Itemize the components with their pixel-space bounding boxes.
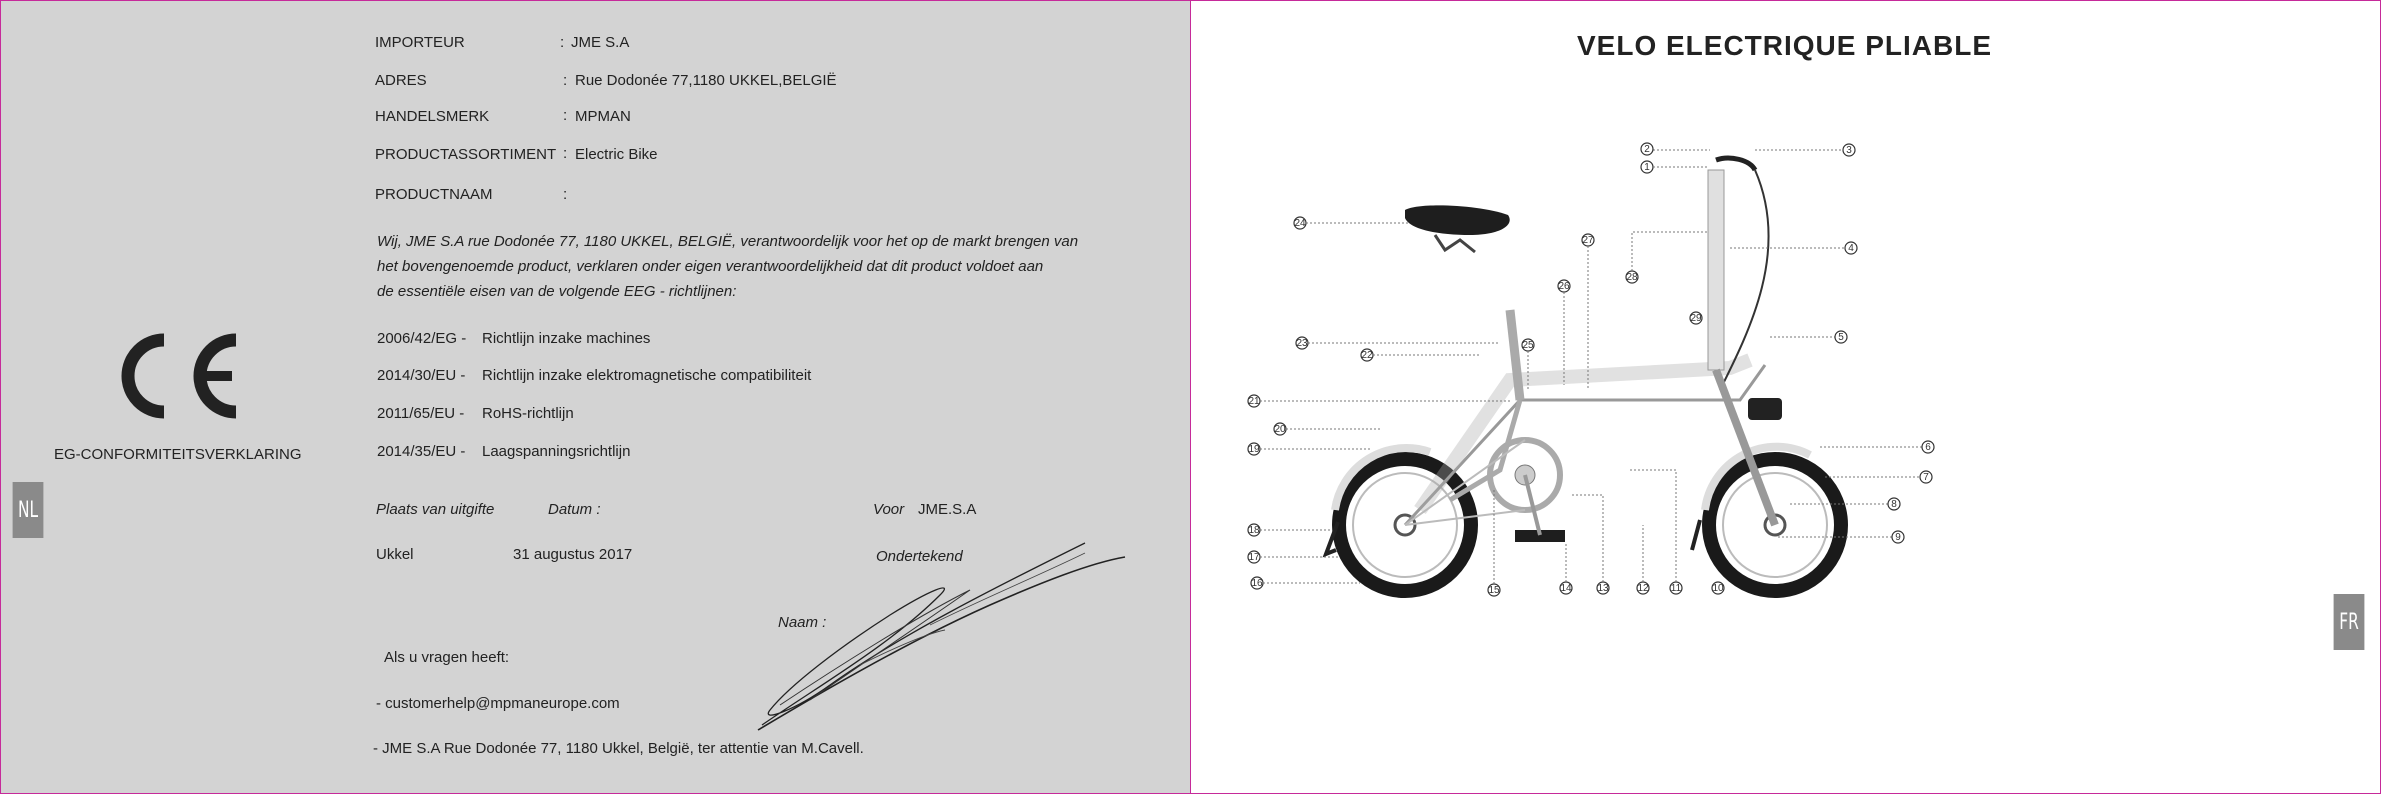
- field-sep: :: [563, 107, 568, 124]
- callout-1: 1: [1644, 162, 1650, 173]
- callout-25: 25: [1522, 340, 1534, 351]
- callout-10: 10: [1712, 583, 1724, 594]
- callout-24: 24: [1294, 218, 1306, 229]
- place-value: Ukkel: [376, 546, 414, 563]
- place-label: Plaats van uitgifte: [376, 501, 495, 518]
- callout-26: 26: [1558, 281, 1570, 292]
- directive-text: Laagspanningsrichtlijn: [482, 443, 631, 460]
- page-title: VELO ELECTRIQUE PLIABLE: [1576, 30, 1993, 61]
- field-value-importeur: JME S.A: [571, 34, 630, 51]
- callout-17: 17: [1248, 552, 1260, 563]
- directive-text: RoHS-richtlijn: [482, 405, 574, 422]
- callout-14: 14: [1560, 583, 1572, 594]
- directive-code: 2014/35/EU -: [377, 443, 466, 460]
- declaration-line: de essentiële eisen van de volgende EEG - richtlijnen:: [377, 283, 737, 300]
- callout-9: 9: [1895, 532, 1901, 543]
- directive-text: Richtlijn inzake elektromagnetische compatibiliteit: [482, 367, 812, 384]
- callout-5: 5: [1838, 332, 1844, 343]
- questions-text: Als u vragen heeft:: [384, 649, 510, 666]
- field-label-productassortiment: PRODUCTASSORTIMENT: [375, 146, 557, 163]
- field-sep: :: [563, 145, 568, 162]
- field-sep: :: [563, 186, 568, 203]
- field-sep: :: [560, 34, 565, 51]
- voor-value: JME.S.A: [918, 501, 977, 518]
- signature-image: [740, 535, 1130, 740]
- callout-15: 15: [1488, 585, 1500, 596]
- directive-text: Richtlijn inzake machines: [482, 330, 651, 347]
- declaration-line: Wij, JME S.A rue Dodonée 77, 1180 UKKEL, BELGIË, verantwoordelijk voor het op de markt brengen van: [377, 233, 1079, 250]
- ce-mark-icon: [108, 330, 243, 422]
- callout-13: 13: [1597, 583, 1609, 594]
- signed-label: Ondertekend: [876, 548, 963, 565]
- callout-2: 2: [1644, 144, 1650, 155]
- callout-12: 12: [1637, 583, 1649, 594]
- callout-4: 4: [1848, 243, 1854, 254]
- callout-29: 29: [1690, 313, 1702, 324]
- date-label: Datum :: [548, 501, 601, 518]
- callout-7: 7: [1923, 472, 1929, 483]
- name-label: Naam :: [778, 614, 827, 631]
- callout-11: 11: [1670, 583, 1682, 594]
- email-link[interactable]: - customerhelp@mpmaneurope.com: [376, 695, 620, 712]
- field-value-adres: Rue Dodonée 77,1180 UKKEL,BELGIË: [575, 72, 837, 89]
- field-label-adres: ADRES: [375, 72, 427, 89]
- field-value-handelsmerk: MPMAN: [575, 108, 631, 125]
- callout-3: 3: [1846, 145, 1852, 156]
- callout-21: 21: [1248, 396, 1260, 407]
- field-label-handelsmerk: HANDELSMERK: [375, 108, 490, 125]
- callout-20: 20: [1274, 424, 1286, 435]
- callout-19: 19: [1248, 444, 1260, 455]
- address-line: - JME S.A Rue Dodonée 77, 1180 Ukkel, België, ter attentie van M.Cavell.: [373, 740, 864, 757]
- language-tab-fr[interactable]: FR: [2334, 594, 2365, 650]
- field-label-productnaam: PRODUCTNAAM: [375, 186, 493, 203]
- directive-code: 2014/30/EU -: [377, 367, 466, 384]
- language-tab-nl[interactable]: NL: [13, 482, 44, 538]
- declaration-line: het bovengenoemde product, verklaren onder eigen verantwoordelijkheid dat dit product voldoet aan: [377, 258, 1044, 275]
- voor-label: Voor: [873, 501, 905, 518]
- field-label-importeur: IMPORTEUR: [375, 34, 465, 51]
- callout-27: 27: [1582, 235, 1594, 246]
- callout-18: 18: [1248, 525, 1260, 536]
- field-sep: :: [563, 72, 568, 89]
- directive-code: 2006/42/EG -: [377, 330, 467, 347]
- date-value: 31 augustus 2017: [513, 546, 633, 563]
- bike-diagram: [1230, 130, 1960, 610]
- field-value-productassortiment: Electric Bike: [575, 146, 658, 163]
- callout-16: 16: [1251, 578, 1263, 589]
- callout-6: 6: [1925, 442, 1931, 453]
- callout-23: 23: [1296, 338, 1308, 349]
- directive-code: 2011/65/EU -: [377, 405, 465, 422]
- callout-8: 8: [1891, 499, 1897, 510]
- ce-caption: EG-CONFORMITEITSVERKLARING: [54, 446, 302, 463]
- callout-22: 22: [1361, 350, 1373, 361]
- callout-28: 28: [1626, 272, 1638, 283]
